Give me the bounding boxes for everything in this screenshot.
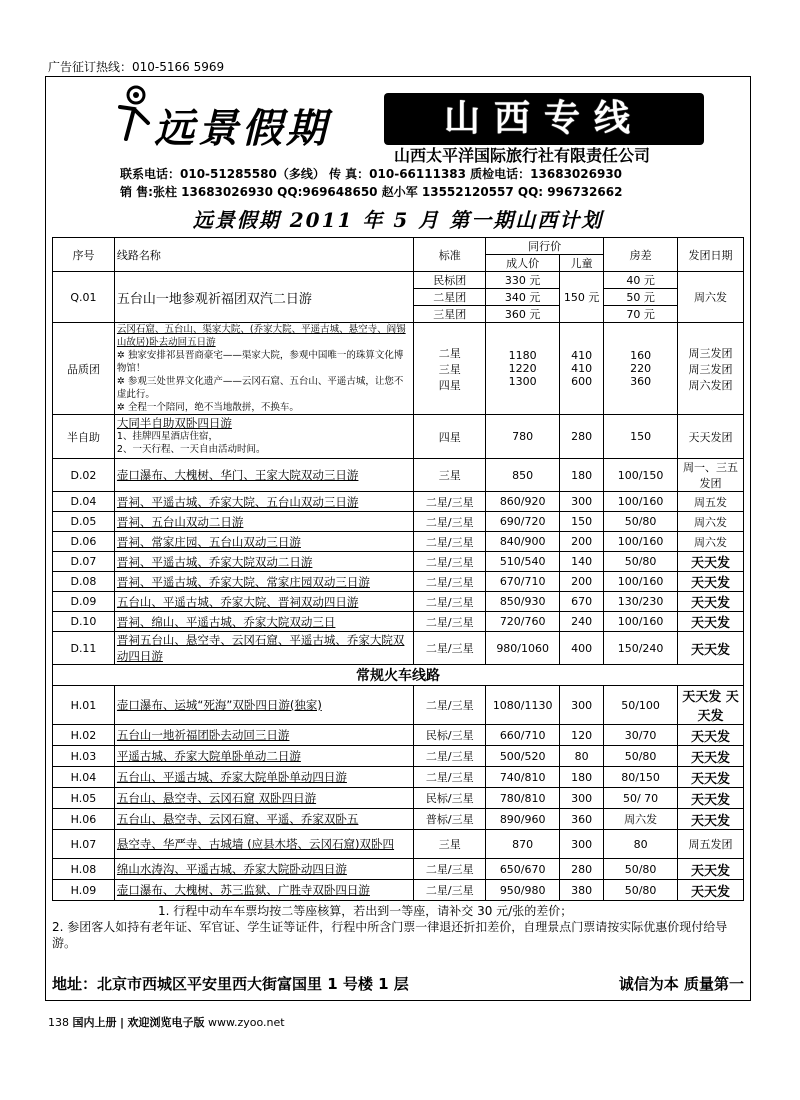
d-standard: 三星	[414, 459, 486, 492]
h-no: H.05	[53, 788, 115, 809]
h-route: 悬空寺、华严寺、古城墙 (应县木塔、云冈石窟)双卧四	[114, 830, 413, 859]
q01-standard: 民标团	[414, 272, 486, 289]
h-room: 80	[604, 830, 678, 859]
q01-adult: 360 元	[486, 306, 560, 323]
d-adult: 670/710	[486, 572, 560, 592]
h-standard: 二星/三星	[414, 880, 486, 901]
d-no: D.08	[53, 572, 115, 592]
d-depart: 天天发	[678, 612, 744, 632]
sun-figure-icon	[114, 83, 154, 143]
d-adult: 860/920	[486, 492, 560, 512]
h-standard: 民标/三星	[414, 788, 486, 809]
address: 地址：北京市西城区平安里西大街富国里 1 号楼 1 层	[52, 975, 409, 993]
header-peer-price: 同行价	[486, 238, 604, 255]
h-room: 30/70	[604, 725, 678, 746]
h-room: 80/150	[604, 767, 678, 788]
h-standard: 二星/三星	[414, 746, 486, 767]
d-route: 五台山、平遥古城、乔家大院、晋祠双动四日游	[114, 592, 413, 612]
q01-route: 五台山一地参观祈福团双汽二日游	[114, 272, 413, 323]
h-no: H.01	[53, 686, 115, 725]
h-depart: 天天发	[678, 767, 744, 788]
d-child: 240	[560, 612, 604, 632]
self-item: 2、一天行程、一天自由活动时间。	[116, 444, 266, 455]
h-adult: 890/960	[486, 809, 560, 830]
h-room: 周六发	[604, 809, 678, 830]
h-no: H.09	[53, 880, 115, 901]
d-row	[53, 512, 744, 532]
d-depart: 周五发	[678, 492, 744, 512]
quality-departs: 周三发团 周三发团 周六发团	[678, 323, 744, 415]
d-room: 100/150	[604, 459, 678, 492]
h-standard: 普标/三星	[414, 809, 486, 830]
contact-line-2: 销 售:张柱 13683026930 QQ:969648650 赵小军 13552120557 QQ: 996732662	[120, 185, 623, 199]
title-text: 山西专线	[443, 98, 644, 139]
self-standard: 四星	[414, 415, 486, 459]
q01-child: 150 元	[560, 272, 604, 323]
h-no: H.07	[53, 830, 115, 859]
h-row	[53, 880, 744, 901]
d-room: 130/230	[604, 592, 678, 612]
ad-frame	[45, 76, 751, 1001]
d-route: 晋祠、平遥古城、乔家大院、常家庄园双动三日游	[114, 572, 413, 592]
d-room: 150/240	[604, 632, 678, 665]
d-depart: 天天发	[678, 572, 744, 592]
h-row	[53, 859, 744, 880]
h-depart: 天天发 天天发	[678, 686, 744, 725]
header-route: 线路名称	[114, 238, 413, 272]
d-standard: 二星/三星	[414, 512, 486, 532]
h-depart: 天天发	[678, 725, 744, 746]
d-standard: 二星/三星	[414, 612, 486, 632]
quality-item: ✲ 独家安排祁县晋商豪宅——渠家大院，参观中国唯一的珠算文化博物馆！	[116, 350, 404, 374]
d-route: 晋祠、绵山、平遥古城、乔家大院双动三日	[114, 612, 413, 632]
d-child: 400	[560, 632, 604, 665]
d-child: 150	[560, 512, 604, 532]
d-child: 200	[560, 572, 604, 592]
header-child: 儿童	[560, 255, 604, 272]
d-rows	[53, 459, 744, 665]
q01-standard: 三星团	[414, 306, 486, 323]
d-room: 100/160	[604, 532, 678, 552]
h-room: 50/ 70	[604, 788, 678, 809]
d-no: D.04	[53, 492, 115, 512]
quality-adults: 1180 1220 1300	[486, 323, 560, 415]
d-room: 100/160	[604, 612, 678, 632]
h-child: 180	[560, 767, 604, 788]
d-row	[53, 552, 744, 572]
h-row	[53, 767, 744, 788]
d-child: 670	[560, 592, 604, 612]
quality-rooms: 160 220 360	[604, 323, 678, 415]
self-no: 半自助	[53, 415, 115, 459]
d-no: D.11	[53, 632, 115, 665]
h-standard: 民标/三星	[414, 725, 486, 746]
h-adult: 870	[486, 830, 560, 859]
d-row	[53, 592, 744, 612]
h-route: 壶口瀑布、大槐树、苏三监狱、广胜寺双卧四日游	[114, 880, 413, 901]
h-child: 300	[560, 788, 604, 809]
price-table	[52, 237, 744, 901]
d-no: D.07	[53, 552, 115, 572]
d-depart: 天天发	[678, 632, 744, 665]
d-standard: 二星/三星	[414, 572, 486, 592]
footer-text: 欢迎浏览电子版	[127, 1016, 205, 1029]
q01-depart: 周六发	[678, 272, 744, 323]
h-route: 平遥古城、乔家大院单卧单动二日游	[114, 746, 413, 767]
h-adult: 780/810	[486, 788, 560, 809]
d-child: 300	[560, 492, 604, 512]
d-adult: 720/760	[486, 612, 560, 632]
quality-route	[114, 323, 413, 415]
d-depart: 周一、三五发团	[678, 459, 744, 492]
h-child: 280	[560, 859, 604, 880]
d-child: 200	[560, 532, 604, 552]
footer-section: 国内上册	[72, 1016, 117, 1029]
header	[46, 77, 750, 232]
d-row	[53, 459, 744, 492]
d-row	[53, 532, 744, 552]
h-standard: 三星	[414, 830, 486, 859]
h-depart: 天天发	[678, 859, 744, 880]
notes	[52, 903, 744, 951]
slogan: 诚信为本 质量第一	[618, 975, 744, 993]
header-no: 序号	[53, 238, 115, 272]
ad-hotline: 广告征订热线：010-5166 5969	[48, 60, 225, 74]
d-route: 晋祠、五台山双动二日游	[114, 512, 413, 532]
h-row	[53, 725, 744, 746]
h-no: H.04	[53, 767, 115, 788]
note-1: 1. 行程中动车车票均按二等座核算，若出到一等座，请补交 30 元/张的差价；	[158, 904, 573, 918]
d-adult: 850/930	[486, 592, 560, 612]
q01-no: Q.01	[53, 272, 115, 323]
h-child: 380	[560, 880, 604, 901]
h-room: 50/100	[604, 686, 678, 725]
q01-room: 50 元	[604, 289, 678, 306]
self-item: 1、挂牌四星酒店住宿，	[116, 431, 218, 442]
d-adult: 510/540	[486, 552, 560, 572]
h-standard: 二星/三星	[414, 767, 486, 788]
footer-page: 138	[48, 1016, 69, 1029]
h-child: 120	[560, 725, 604, 746]
h-adult: 740/810	[486, 767, 560, 788]
q01-room: 40 元	[604, 272, 678, 289]
train-section-title: 常规火车线路	[53, 665, 744, 686]
self-adult: 780	[486, 415, 560, 459]
quality-no: 品质团	[53, 323, 115, 415]
d-no: D.10	[53, 612, 115, 632]
h-row	[53, 746, 744, 767]
h-row	[53, 809, 744, 830]
quality-item: ✲ 参观三处世界文化遗产——云冈石窟、五台山、平遥古城，让您不虚此行。	[116, 376, 404, 400]
h-route: 五台山、悬空寺、云冈石窟 双卧四日游	[114, 788, 413, 809]
h-adult: 500/520	[486, 746, 560, 767]
h-row	[53, 686, 744, 725]
d-standard: 二星/三星	[414, 492, 486, 512]
h-adult: 950/980	[486, 880, 560, 901]
h-room: 50/80	[604, 880, 678, 901]
h-route: 五台山、平遥古城、乔家大院单卧单动四日游	[114, 767, 413, 788]
h-no: H.06	[53, 809, 115, 830]
d-standard: 二星/三星	[414, 632, 486, 665]
d-depart: 天天发	[678, 552, 744, 572]
d-no: D.05	[53, 512, 115, 532]
d-child: 140	[560, 552, 604, 572]
d-route: 晋祠、常家庄园、五台山双动三日游	[114, 532, 413, 552]
contact-line-1: 联系电话：010-51285580（多线） 传 真：010-66111383 质检电话：13683026930	[120, 167, 623, 181]
self-child: 280	[560, 415, 604, 459]
h-route: 壶口瀑布、运城“死海”双卧四日游(独家)	[114, 686, 413, 725]
header-standard: 标准	[414, 238, 486, 272]
d-room: 50/80	[604, 512, 678, 532]
footer-url[interactable]: www.zyoo.net	[208, 1016, 285, 1029]
d-standard: 二星/三星	[414, 552, 486, 572]
d-adult: 690/720	[486, 512, 560, 532]
h-standard: 二星/三星	[414, 686, 486, 725]
d-no: D.09	[53, 592, 115, 612]
h-row	[53, 830, 744, 859]
self-depart: 天天发团	[678, 415, 744, 459]
d-route: 晋祠五台山、悬空寺、云冈石窟、平遥古城、乔家大院双动四日游	[114, 632, 413, 665]
h-route: 五台山、悬空寺、云冈石窟、平遥、乔家双卧五	[114, 809, 413, 830]
header-depart: 发团日期	[678, 238, 744, 272]
d-standard: 二星/三星	[414, 532, 486, 552]
d-row	[53, 492, 744, 512]
d-adult: 980/1060	[486, 632, 560, 665]
h-route: 五台山一地祈福团卧去动回三日游	[114, 725, 413, 746]
h-adult: 1080/1130	[486, 686, 560, 725]
note-2: 2. 参团客人如持有老年证、军官证、学生证等证件，行程中所含门票一律退还折扣差价，自理景点门票请按实际优惠价现付给导游。	[52, 920, 728, 950]
d-depart: 周六发	[678, 512, 744, 532]
h-no: H.08	[53, 859, 115, 880]
d-room: 100/160	[604, 492, 678, 512]
d-no: D.06	[53, 532, 115, 552]
d-no: D.02	[53, 459, 115, 492]
d-route: 晋祠、平遥古城、乔家大院双动二日游	[114, 552, 413, 572]
h-depart: 周五发团	[678, 830, 744, 859]
d-child: 180	[560, 459, 604, 492]
self-title: 大同半自助双卧四日游	[116, 416, 232, 430]
plan-title: 远景假期 2011 年 5 月 第一期山西计划	[192, 208, 604, 232]
q01-room: 70 元	[604, 306, 678, 323]
self-route	[114, 415, 413, 459]
h-child: 300	[560, 830, 604, 859]
d-row	[53, 632, 744, 665]
d-depart: 天天发	[678, 592, 744, 612]
d-row	[53, 572, 744, 592]
d-route: 晋祠、平遥古城、乔家大院、五台山双动三日游	[114, 492, 413, 512]
d-row	[53, 612, 744, 632]
h-child: 300	[560, 686, 604, 725]
h-depart: 天天发	[678, 880, 744, 901]
d-route: 壶口瀑布、大槐树、华门、王家大院双动三日游	[114, 459, 413, 492]
h-adult: 650/670	[486, 859, 560, 880]
h-no: H.03	[53, 746, 115, 767]
d-adult: 850	[486, 459, 560, 492]
quality-standards: 二星 三星 四星	[414, 323, 486, 415]
header-room: 房差	[604, 238, 678, 272]
d-standard: 二星/三星	[414, 592, 486, 612]
h-standard: 二星/三星	[414, 859, 486, 880]
h-row	[53, 788, 744, 809]
h-no: H.02	[53, 725, 115, 746]
self-room: 150	[604, 415, 678, 459]
h-room: 50/80	[604, 746, 678, 767]
h-rows	[53, 686, 744, 901]
h-route: 绵山水涛沟、平遥古城、乔家大院卧动四日游	[114, 859, 413, 880]
q01-standard: 二星团	[414, 289, 486, 306]
brand-name: 远景假期	[154, 105, 330, 152]
h-depart: 天天发	[678, 809, 744, 830]
header-adult: 成人价	[486, 255, 560, 272]
footer-sep: |	[120, 1016, 125, 1029]
h-room: 50/80	[604, 859, 678, 880]
h-adult: 660/710	[486, 725, 560, 746]
q01-adult: 330 元	[486, 272, 560, 289]
d-adult: 840/900	[486, 532, 560, 552]
footer	[48, 1014, 285, 1030]
q01-adult: 340 元	[486, 289, 560, 306]
d-room: 100/160	[604, 572, 678, 592]
d-room: 50/80	[604, 552, 678, 572]
h-child: 360	[560, 809, 604, 830]
quality-children: 410 410 600	[560, 323, 604, 415]
h-depart: 天天发	[678, 746, 744, 767]
d-depart: 周六发	[678, 532, 744, 552]
company-name: 山西太平洋国际旅行社有限责任公司	[393, 146, 650, 165]
h-child: 80	[560, 746, 604, 767]
title-banner	[384, 93, 704, 145]
h-depart: 天天发	[678, 788, 744, 809]
quality-title: 云冈石窟、五台山、渠家大院、(乔家大院、平遥古城、悬空寺、阎锡山故居)卧去动回五日游	[116, 324, 406, 348]
quality-item: ✲ 全程一个陪同，绝不当地散拼，不换车。	[116, 402, 299, 413]
